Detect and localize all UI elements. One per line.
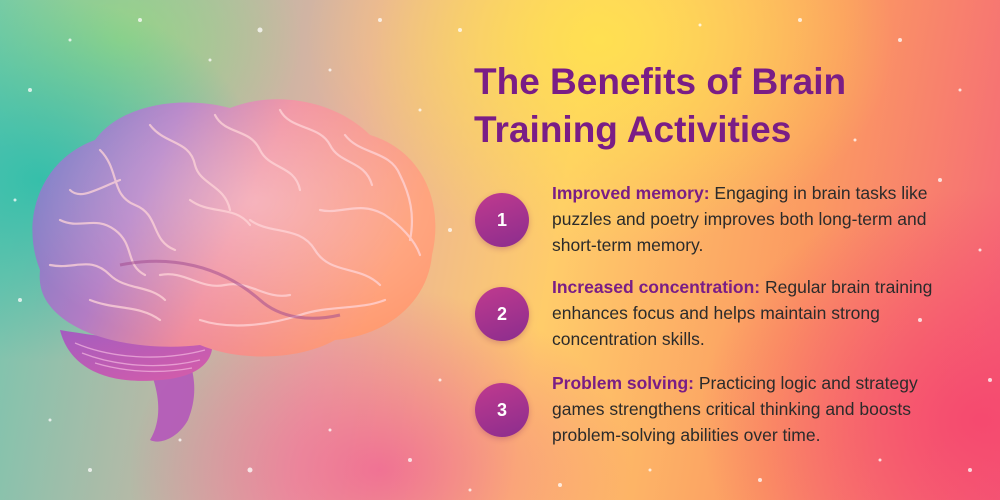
benefit-item-memory xyxy=(475,183,995,280)
benefit-heading: Problem solving: xyxy=(552,373,694,393)
benefit-description: Engaging in brain tasks like puzzles and poetry improves both long-term and short-term memory. xyxy=(552,183,928,255)
benefit-number-badge: 1 xyxy=(475,193,529,247)
benefit-description: Practicing logic and strategy games strengthens critical thinking and boosts problem-solving abilities over time. xyxy=(552,373,918,445)
benefit-text xyxy=(552,370,962,448)
brain-illustration xyxy=(0,0,480,500)
page-title xyxy=(474,58,894,154)
benefit-heading: Increased concentration: xyxy=(552,277,761,297)
benefit-text xyxy=(552,274,962,352)
benefit-number-badge: 3 xyxy=(475,383,529,437)
benefit-text xyxy=(552,180,962,258)
title-line-2: Training Activities xyxy=(474,109,792,150)
benefit-item-problem-solving xyxy=(475,373,995,470)
title-line-1: The Benefits of Brain xyxy=(474,61,847,102)
benefit-description: Regular brain training enhances focus and helps maintain strong concentration skills. xyxy=(552,277,933,349)
benefit-heading: Improved memory: xyxy=(552,183,710,203)
benefit-item-concentration xyxy=(475,277,995,374)
benefit-number-badge: 2 xyxy=(475,287,529,341)
